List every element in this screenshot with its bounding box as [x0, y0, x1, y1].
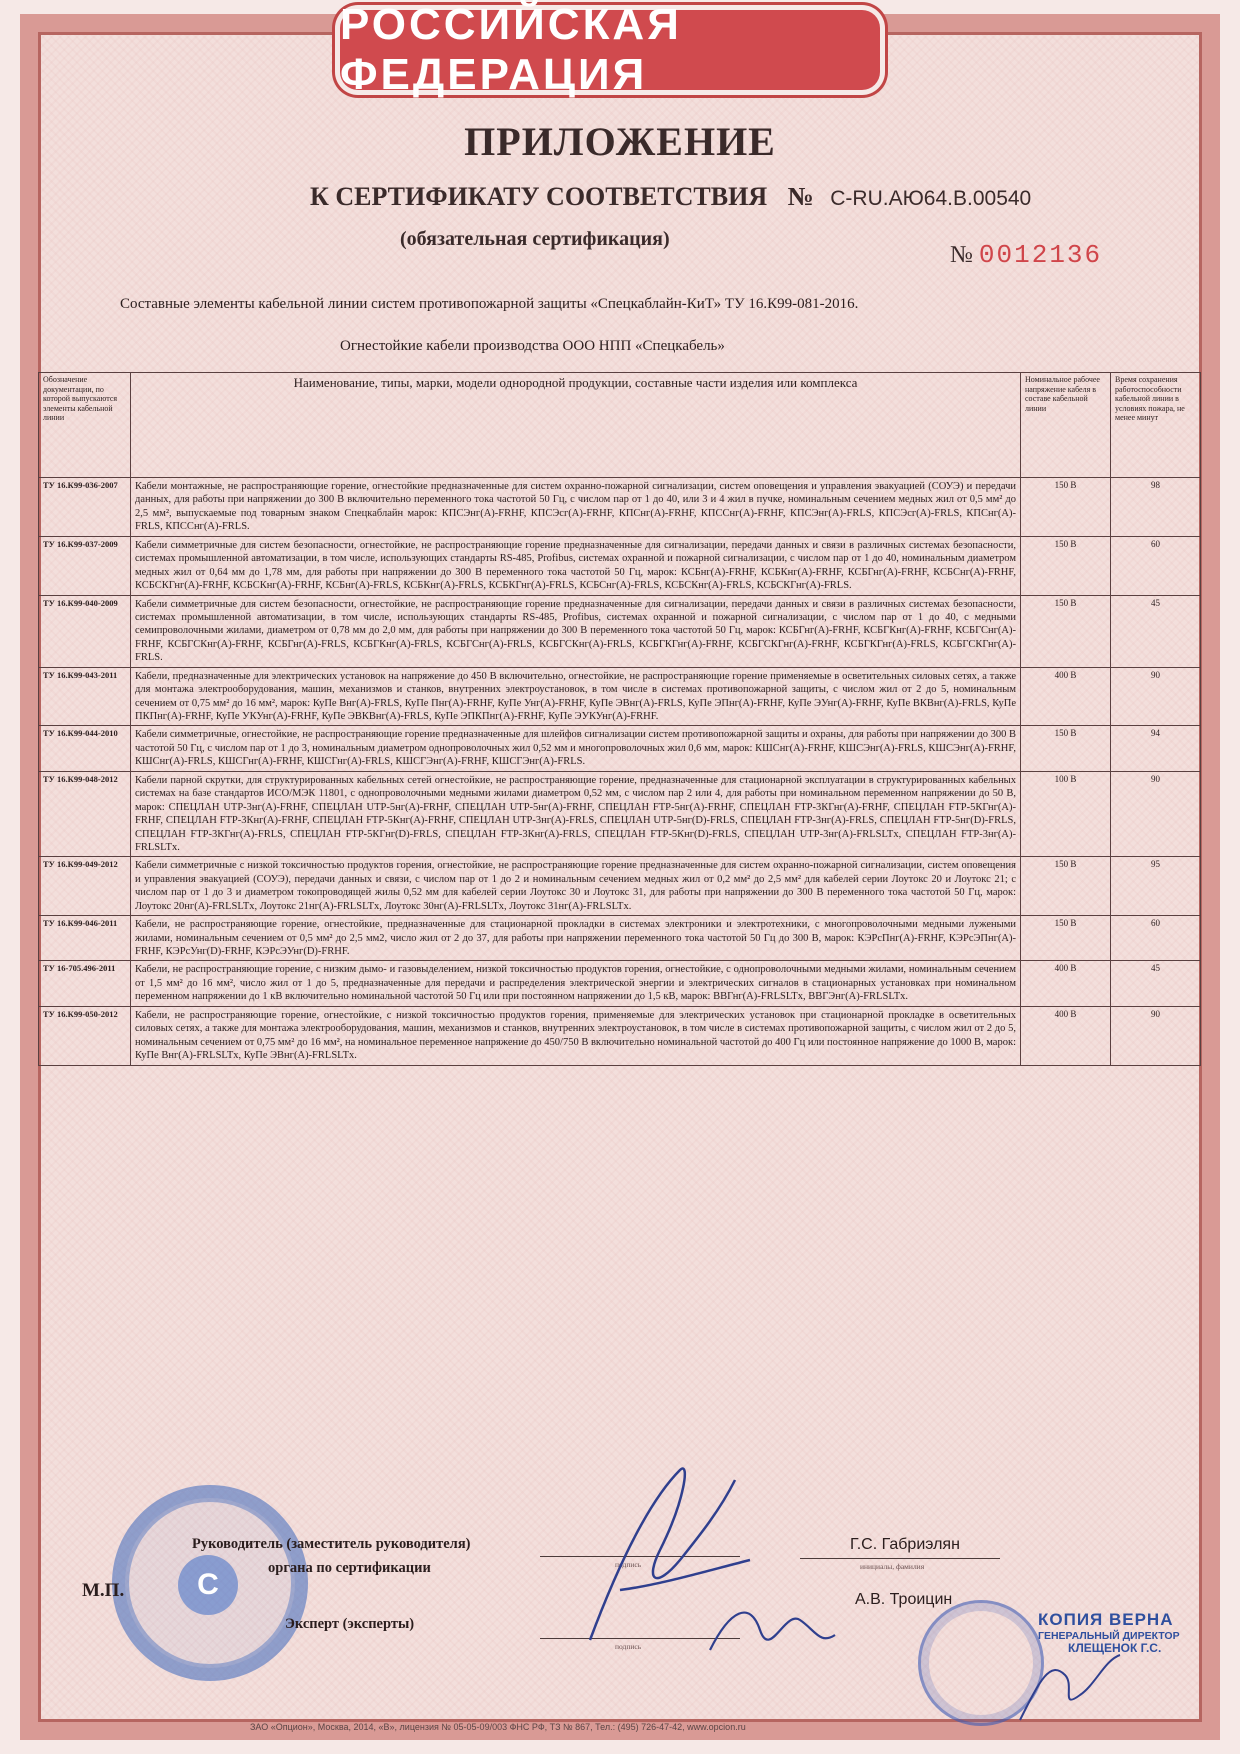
row-voltage: 150 В — [1021, 916, 1111, 961]
row-voltage: 100 В — [1021, 771, 1111, 857]
head-name: Г.С. Габриэлян — [850, 1536, 960, 1553]
row-fire-time: 98 — [1111, 478, 1201, 537]
row-voltage: 150 В — [1021, 857, 1111, 916]
table-row — [39, 857, 1201, 916]
row-description: Кабели симметричные с низкой токсичностью продуктов горения, огнестойкие, не распространяющие горение предназначенные для систем охранно-пожарной сигнализации, систем оповещения и управления эвакуацией (СОУЭ), передачи данных и связи, с числом пар от 1 до 2 и номинальным сечением медных жил от 0,2 мм² до 2,5 мм² для кабелей серии Лоутокс 20 и Лоутокс 21; с числом пар от 1 до 3 и диаметром токопроводящей жилы 0,52 мм для кабелей серии Лоутокс 30 и Лоутокс 31, для работы при напряжении до 300 В переменного тока частотой 50 Гц, марок: Лоутокс 20нг(А)-FRLSLTx, Лоутокс 21нг(А)-FRLSLTx, Лоутокс 30нг(А)-FRLSLTx, Лоутокс 31нг(А)-FRLSLTx. — [131, 857, 1021, 916]
row-voltage: 150 В — [1021, 726, 1111, 771]
certificate-number: C-RU.АЮ64.В.00540 — [830, 187, 1032, 210]
country-banner: РОССИЙСКАЯ ФЕДЕРАЦИЯ — [340, 10, 880, 90]
table-row — [39, 771, 1201, 857]
director-signature — [1010, 1640, 1130, 1730]
row-description: Кабели, не распространяющие горение, огнестойкие, с низкой токсичностью продуктов горения, применяемые для электрических установок при стационарной прокладке в осветительных силовых сетях, а также для монтажа электрооборудования, машин, механизмов и станков, внутренних электроустановок, в том числе в системах противопожарной защиты, с числом жил от 2 до 5, номинальным сечением от 0,75 мм² до 16 мм², на номинальное переменное напряжение до 450/750 В включительно номинальной частотой до 400 Гц или постоянное напряжение до 1000 В, марок: КуПе Внг(А)-FRLSLTx, КуПе ЭВнг(А)-FRLSLTx. — [131, 1006, 1021, 1065]
row-description: Кабели парной скрутки, для структурированных кабельных сетей огнестойкие, не распространяющие горение, предназначенные для стационарной эксплуатации в структурированных кабельных системах на базе стандартов ИСО/МЭК 11801, с однопроволочными медными жилами диаметром 0,52 мм, с числом пар 2 или 4, для работы при номинальном переменном напряжении до 50 В, марок: СПЕЦЛАН UTP-3нг(А)-FRHF, СПЕЦЛАН UTP-5нг(А)-FRHF, СПЕЦЛАН UTP-5нг(А)-FRHF, СПЕЦЛАН FTP-5нг(А)-FRHF, СПЕЦЛАН FTP-3КГнг(А)-FRHF, СПЕЦЛАН FTP-5КГнг(А)-FRHF, СПЕЦЛАН FTP-3Кнг(А)-FRHF, СПЕЦЛАН FTP-5Кнг(А)-FRHF, СПЕЦЛАН UTP-3нг(А)-FRLS, СПЕЦЛАН UTP-5нг(D)-FRLS, СПЕЦЛАН FTP-3нг(А)-FRLS, СПЕЦЛАН FTP-5нг(D)-FRLS, СПЕЦЛАН FTP-3КГнг(А)-FRLS, СПЕЦЛАН FTP-5КГнг(D)-FRLS, СПЕЦЛАН FTP-3Кнг(А)-FRLS, СПЕЦЛАН FTP-5Кнг(D)-FRLS, СПЕЦЛАН UTP-3нг(А)-FRLSLTx, СПЕЦЛАН FTP-3нг(А)-FRLSLTx. — [131, 771, 1021, 857]
table-row — [39, 595, 1201, 667]
head-label-line2: органа по сертификации — [268, 1560, 431, 1576]
seal-label: М.П. — [82, 1580, 125, 1601]
row-description: Кабели, предназначенные для электрических установок на напряжение до 450 В включительно, огнестойкие, не распространяющие горение применяемые в осветительных силовых сетях, а также для монтажа электрооборудования, машин, механизмов и станков, внутренних электроустановок, в том числе в системах противопожарной защиты, с числом жил от 2 до 5, номинальным сечением от 0,75 мм² до 16 мм², марок: КуПе Внг(А)-FRLS, КуПе Пнг(А)-FRHF, КуПе Унг(А)-FRHF, КуПе ЭВнг(А)-FRLS, КуПе ЭПнг(А)-FRHF, КуПе ЭУнг(А)-FRHF, КуПе ВКВнг(А)-FRLS, КуПе ПКПнг(А)-FRHF, КуПе УКУнг(А)-FRHF, КуПе ЭВКВнг(А)-FRLS, КуПе ЭПКПнг(А)-FRHF, КуПе ЭУКУнг(А)-FRHF. — [131, 667, 1021, 726]
row-description: Кабели, не распространяющие горение, огнестойкие, предназначенные для стационарной прокладки в системах электроники и электротехники, с многопроволочными медными лужеными жилами, номинальным сечением от 0,5 мм² до 2,5 мм2, число жил от 2 до 37, для работы при напряжении переменного тока частотой 50 Гц до 300 В, марок: КЭРсПнг(А)-FRHF, КЭРсЭПнг(А)-FRHF, КЭРсУнг(D)-FRHF, КЭРсЭУнг(D)-FRHF. — [131, 916, 1021, 961]
table-row — [39, 667, 1201, 726]
intro-line-1: Составные элементы кабельной линии систем противопожарной защиты «Спецкаблайн-КиТ» ТУ 16.К99-081-2016. — [120, 296, 859, 312]
row-voltage: 400 В — [1021, 667, 1111, 726]
table-row — [39, 536, 1201, 595]
row-description: Кабели симметричные для систем безопасности, огнестойкие, не распространяющие горение предназначенные для сигнализации, передачи данных и связи в различных системах безопасности, системах промышленной автоматизации, в том числе, использующих стандарты RS-485, Profibus, системах охранной и пожарной сигнализации, с числом пар от 1 до 40, номинальным диаметром медных жил от 0,64 мм до 1,78 мм, для работы при напряжении до 300 В переменного тока частотой 50 Гц, марок: КСБнг(А)-FRHF, КСБКнг(А)-FRHF, КСБГнг(А)-FRHF, КСБСнг(А)-FRHF, КСБСКГнг(А)-FRHF, КСБСКнг(А)-FRHF, КСБнг(А)-FRLS, КСБКнг(А)-FRLS, КСБКГнг(А)-FRLS, КСБСнг(А)-FRLS, КСБСКнг(А)-FRLS, КСБСКГнг(А)-FRLS. — [131, 536, 1021, 595]
page-title: ПРИЛОЖЕНИЕ — [464, 119, 776, 164]
mandatory-note: (обязательная сертификация) — [400, 228, 670, 250]
row-doc-code: ТУ 16.К99-050-2012 — [39, 1006, 131, 1065]
header-product-name: Наименование, типы, марки, модели однородной продукции, составные части изделия или комплекса — [131, 373, 1021, 478]
certificate-subtitle — [310, 182, 1031, 212]
table-row — [39, 961, 1201, 1006]
row-fire-time: 94 — [1111, 726, 1201, 771]
copy-stamp-line2: ГЕНЕРАЛЬНЫЙ ДИРЕКТОР — [1038, 1629, 1180, 1642]
row-description: Кабели монтажные, не распространяющие горение, огнестойкие предназначенные для систем охранно-пожарной сигнализации, систем оповещения и управления эвакуацией (СОУЭ) и передачи данных, для работы при напряжении до 300 В включительно переменного тока частотой 50 Гц, с числом пар от 1 до 40, или 3 и 4 жил в пучке, номинальным сечением медных жил от 0,5 мм² до 2,5 мм², выпускаемые под товарным знаком Спецкаблайн марок: КПСЭнг(А)-FRHF, КПСЭсг(А)-FRHF, КПСнг(А)-FRHF, КПССнг(А)-FRHF, КПСЭнг(А)-FRLS, КПСЭсг(А)-FRLS, КПСнг(А)-FRLS, КПССнг(А)-FRLS. — [131, 478, 1021, 537]
row-voltage: 400 В — [1021, 961, 1111, 1006]
head-name-line — [800, 1558, 1000, 1559]
blank-number-label: № — [950, 242, 973, 268]
table-row — [39, 916, 1201, 961]
row-fire-time: 90 — [1111, 1006, 1201, 1065]
row-fire-time: 60 — [1111, 916, 1201, 961]
row-fire-time: 60 — [1111, 536, 1201, 595]
number-sign: № — [787, 182, 814, 211]
printer-imprint: ЗАО «Опцион», Москва, 2014, «В», лицензия № 05-05-09/003 ФНС РФ, ТЗ № 867, Тел.: (495) 726-47-42, www.opcion.ru — [250, 1722, 746, 1732]
row-fire-time: 45 — [1111, 595, 1201, 667]
header-voltage: Номинальное рабочее напряжение кабеля в составе кабельной линии — [1021, 373, 1111, 478]
row-doc-code: ТУ 16-705.496-2011 — [39, 961, 131, 1006]
row-doc-code: ТУ 16.К99-044-2010 — [39, 726, 131, 771]
expert-name: А.В. Троицин — [855, 1591, 953, 1608]
row-description: Кабели симметричные, огнестойкие, не распространяющие горение предназначенные для шлейфов сигнализации систем противопожарной защиты и охраны, для работы при напряжении до 300 В частотой 50 Гц, с числом пар от 1 до 3, номинальным диаметром однопроволочных жил 0,52 мм и многопроволочных жил 0,6 мм, марок: КШСнг(А)-FRHF, КШСЭнг(А)-FRLS, КШСЭнг(А)-FRHF, КШСнг(А)-FRLS, КШСГнг(А)-FRHF, КШСГнг(А)-FRLS, КШСГЭнг(А)-FRHF, КШСГЭнг(А)-FRLS. — [131, 726, 1021, 771]
row-fire-time: 45 — [1111, 961, 1201, 1006]
expert-signature — [700, 1590, 840, 1670]
table-header-row — [39, 373, 1201, 478]
expert-label: Эксперт (эксперты) — [285, 1616, 415, 1632]
row-description: Кабели, не распространяющие горение, с низким дымо- и газовыделением, низкой токсичностью продуктов горения, огнестойкие, с однопроволочными медными жилами, номинальным сечением от 1,5 мм² до 16 мм², число жил от 1 до 5, предназначенные для передачи и распределения электрической энергии и электрических сигналов в стационарных установках при номинальном переменном напряжении до 1 кВ включительно номинальной частотой 50 Гц или при постоянном напряжении до 1,5 кВ, марок: ВВГнг(А)-FRLSLTx, ВВГЭнг(А)-FRLSLTx. — [131, 961, 1021, 1006]
product-table — [38, 372, 1201, 1066]
row-doc-code: ТУ 16.К99-036-2007 — [39, 478, 131, 537]
intro-line-2: Огнестойкие кабели производства ООО НПП «Спецкабель» — [340, 338, 725, 354]
header-documentation: Обозначение документации, по которой выпускаются элементы кабельной линии — [39, 373, 131, 478]
row-voltage: 150 В — [1021, 478, 1111, 537]
head-signature-caption: подпись — [615, 1560, 642, 1569]
blank-number — [950, 240, 1102, 270]
row-voltage: 150 В — [1021, 536, 1111, 595]
row-voltage: 150 В — [1021, 595, 1111, 667]
table-row — [39, 1006, 1201, 1065]
head-label-line1: Руководитель (заместитель руководителя) — [192, 1536, 471, 1552]
copy-stamp-line1: КОПИЯ ВЕРНА — [1038, 1610, 1174, 1629]
seal-logo-icon: С — [178, 1555, 238, 1615]
expert-signature-caption: подпись — [615, 1642, 642, 1651]
row-doc-code: ТУ 16.К99-048-2012 — [39, 771, 131, 857]
table-row — [39, 726, 1201, 771]
blank-number-value: 0012136 — [978, 240, 1103, 270]
header-fire-time: Время сохранения работоспособности кабельной линии в условиях пожара, не менее минут — [1111, 373, 1201, 478]
row-doc-code: ТУ 16.К99-043-2011 — [39, 667, 131, 726]
row-voltage: 400 В — [1021, 1006, 1111, 1065]
table-row — [39, 478, 1201, 537]
row-doc-code: ТУ 16.К99-037-2009 — [39, 536, 131, 595]
copy-stamp-line3: КЛЕЩЕНОК Г.С. — [1068, 1640, 1162, 1655]
row-description: Кабели симметричные для систем безопасности, огнестойкие, не распространяющие горение предназначенные для сигнализации, передачи данных и связи в различных системах безопасности, системах промышленной автоматизации, в том числе, использующих стандарты RS-485, Profibus, системах охранной и пожарной сигнализации, с числом пар от 1 до 40, с медными семипроволочными жилами, диаметром от 0,78 мм до 2,0 мм, для работы при напряжении до 300 В переменного тока частотой 50 Гц, марок: КСБГнг(А)-FRHF, КСБГКнг(А)-FRHF, КСБГСнг(А)-FRHF, КСБГСКнг(А)-FRHF, КСБГнг(А)-FRLS, КСБГКнг(А)-FRLS, КСБГСнг(А)-FRLS, КСБГСКнг(А)-FRLS, КСБГКГнг(А)-FRHF, КСБГСКГнг(А)-FRHF, КСБГКГнг(А)-FRLS, КСБГСКГнг(А)-FRLS. — [131, 595, 1021, 667]
row-doc-code: ТУ 16.К99-046-2011 — [39, 916, 131, 961]
row-fire-time: 95 — [1111, 857, 1201, 916]
row-fire-time: 90 — [1111, 771, 1201, 857]
subtitle-text: К СЕРТИФИКАТУ СООТВЕТСТВИЯ — [310, 182, 768, 211]
head-name-caption: инициалы, фамилия — [860, 1562, 925, 1571]
row-fire-time: 90 — [1111, 667, 1201, 726]
row-doc-code: ТУ 16.К99-049-2012 — [39, 857, 131, 916]
row-doc-code: ТУ 16.К99-040-2009 — [39, 595, 131, 667]
